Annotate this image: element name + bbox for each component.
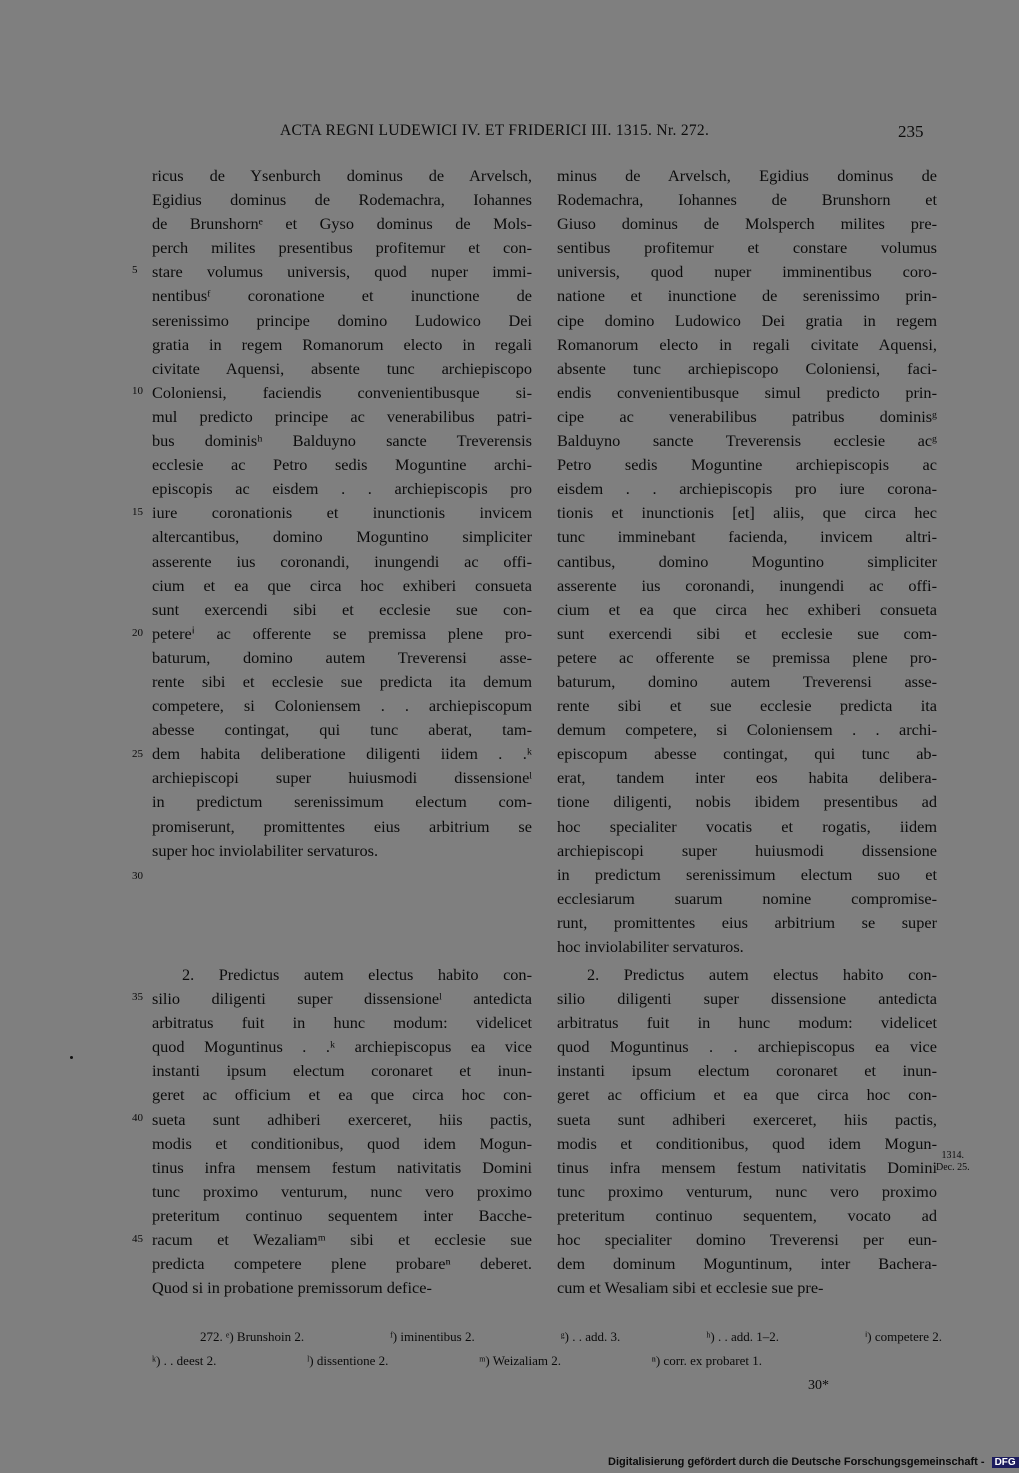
text-line: universis, quod nuper imminentibus coro- (557, 262, 937, 282)
text-line: gratia in regem Romanorum electo in regali (152, 334, 532, 354)
text-line: tinus infra mensem festum nativitatis Domini (557, 1157, 937, 1177)
text-line: geret ac officium et ea que circa hoc con- (557, 1085, 937, 1105)
text-line: sunt exercendi sibi et ecclesie sue con- (152, 599, 532, 619)
line-number: 5 (132, 264, 138, 276)
text-line: tinus infra mensem festum nativitatis Domini (152, 1157, 532, 1177)
text-line: iure coronationis et inunctionis invicem (152, 503, 532, 523)
line-number: 30 (132, 870, 143, 882)
digitization-credit (608, 1456, 1019, 1468)
running-head: ACTA REGNI LUDEWICI IV. ET FRIDERICI III. 1315. Nr. 272. (280, 122, 710, 139)
left-column-section-1 (152, 164, 532, 863)
footnote: ᵏ) . . deest 2. (152, 1353, 217, 1368)
footnote: 272. ᵉ) Brunshoin 2. (200, 1329, 305, 1344)
text-line: Romanorum electo in regali civitate Aquensi, (557, 334, 937, 354)
text-line: serenissimo principe domino Ludowico Dei (152, 310, 532, 330)
text-line: racum et Wezaliamᵐ sibi et ecclesie sue (152, 1230, 532, 1250)
text-line: instanti ipsum electum coronaret et inun- (557, 1061, 937, 1081)
text-line: silio diligenti super dissensione antedicta (557, 989, 937, 1009)
text-line: in predictum serenissimum electum suo et (557, 864, 937, 884)
text-line: preteritum continuo sequentem, vocato ad (557, 1205, 937, 1225)
text-line: civitate Aquensi, absente tunc archiepiscopo (152, 358, 532, 378)
text-line: tunc imminebant facienda, invicem altri- (557, 527, 937, 547)
text-line: eisdem . . archiepiscopis pro iure corona- (557, 479, 937, 499)
text-line: runt, promittentes eius arbitrium se super (557, 912, 937, 932)
text-line: tionis et inunctionis [et] aliis, que circa hec (557, 503, 937, 523)
text-line: hoc inviolabiliter servaturos. (557, 937, 744, 956)
text-line: perch milites presentibus profitemur et con- (152, 238, 532, 258)
text-line: endis convenientibusque simul predicto prin- (557, 382, 937, 402)
text-line: petere ac offerente se premissa plene pro- (557, 647, 937, 667)
text-line: abesse contingat, qui tunc aberat, tam- (152, 720, 532, 740)
text-line: Quod si in probatione premissorum defice- (152, 1278, 432, 1298)
line-number: 45 (132, 1233, 143, 1245)
footnote: ⁱ) competere 2. (864, 1329, 942, 1344)
text-line: de Brunshornᵉ et Gyso dominus de Mols- (152, 214, 532, 234)
line-number: 35 (132, 991, 143, 1003)
text-line: cipe domino Ludowico Dei gratia in regem (557, 310, 937, 330)
text-line: cantibus, domino Moguntino simpliciter (557, 551, 937, 571)
text-line: demum competere, si Coloniensem . . archi- (557, 720, 937, 740)
margin-date-year: 1314. (941, 1150, 965, 1161)
text-line: super hoc inviolabiliter servaturos. (152, 840, 379, 860)
line-number: 20 (132, 627, 143, 639)
text-line: Coloniensi, faciendis convenientibusque si- (152, 382, 532, 402)
text-line: preteritum continuo sequentem inter Bacche- (152, 1205, 532, 1225)
text-line: sunt exercendi sibi et ecclesie sue com- (557, 623, 937, 643)
text-line: baturum, domino autem Treverensi asse- (152, 647, 532, 667)
text-line: rente sibi et ecclesie sue predicta ita demum (152, 671, 532, 691)
text-line: quod Moguntinus . .ᵏ archiepiscopus ea vice (152, 1037, 532, 1057)
text-line: sueta sunt adhiberi exerceret, hiis pactis, (152, 1109, 532, 1129)
footnote: ᵍ) . . add. 3. (560, 1329, 621, 1344)
footnote: ᵐ) Weizaliam 2. (479, 1353, 562, 1368)
text-line: in predictum serenissimum electum com- (152, 792, 532, 812)
credit-text: Digitalisierung gefördert durch die Deutsche Forschungsgemeinschaft - (608, 1456, 985, 1468)
text-line: sentibus profitemur et constare volumus (557, 238, 937, 258)
margin-date-note (936, 1150, 970, 1174)
sheet-signature: 30* (808, 1378, 829, 1393)
text-line: geret ac officium et ea que circa hoc con- (152, 1085, 532, 1105)
line-number: 40 (132, 1112, 143, 1124)
text-line: ricus de Ysenburch dominus de Arvelsch, (152, 166, 532, 185)
text-line: natione et inunctione de serenissimo prin- (557, 286, 937, 306)
page-number: 235 (898, 122, 924, 141)
footnote: ʰ) . . add. 1–2. (706, 1329, 779, 1344)
text-line: Balduyno sancte Treverensis ecclesie acᵍ (557, 431, 937, 451)
text-line: cium et ea que circa hec exhiberi consueta (557, 599, 937, 619)
text-line: cium et ea que circa hoc exhiberi consueta (152, 575, 532, 595)
text-line: tunc proximo venturum, nunc vero proximo (152, 1181, 532, 1201)
text-line: Rodemachra, Iohannes de Brunshorn et (557, 190, 937, 210)
text-line: Petro sedis Moguntine archiepiscopis ac (557, 455, 937, 475)
text-line: asserente ius coronandi, inungendi ac offi- (152, 551, 532, 571)
line-number: 10 (132, 385, 143, 397)
footnote-row (152, 1325, 942, 1349)
text-line: 2. Predictus autem electus habito con- (587, 965, 937, 984)
footnotes (152, 1325, 942, 1373)
text-line: modis et conditionibus, quod idem Mogun- (152, 1133, 532, 1153)
right-column-section-1 (557, 164, 937, 959)
text-line: arbitratus fuit in hunc modum: videlicet (557, 1013, 937, 1033)
text-line: promiserunt, promittentes eius arbitrium se (152, 816, 532, 836)
text-line: cipe ac venerabilibus patribus dominisᵍ (557, 406, 937, 426)
text-line: competere, si Coloniensem . . archiepiscopum (152, 696, 532, 716)
dfg-logo: DFG (992, 1457, 1019, 1468)
text-line: erat, tandem inter eos habita delibera- (557, 768, 937, 788)
text-line: Egidius dominus de Rodemachra, Iohannes (152, 190, 532, 210)
text-line: arbitratus fuit in hunc modum: videlicet (152, 1013, 532, 1033)
footnote: ⁿ) corr. ex probaret 1. (651, 1353, 762, 1368)
text-line: ecclesie ac Petro sedis Moguntine archi- (152, 455, 532, 475)
text-line: cum et Wesaliam sibi et ecclesie sue pre- (557, 1278, 824, 1298)
right-column-section-2 (557, 963, 937, 1300)
footnote: ˡ) dissentione 2. (307, 1353, 389, 1368)
text-line: stare volumus universis, quod nuper immi- (152, 262, 532, 282)
text-line: bus dominisʰ Balduyno sancte Treverensis (152, 431, 532, 451)
speck-mark (70, 1056, 73, 1059)
text-line: tunc proximo venturum, nunc vero proximo (557, 1181, 937, 1201)
text-line: modis et conditionibus, quod idem Mogun- (557, 1133, 937, 1153)
line-number: 25 (132, 748, 143, 760)
text-line: petereⁱ ac offerente se premissa plene pro- (152, 623, 532, 643)
text-line: archiepiscopi super huiusmodi dissensione (557, 840, 937, 860)
line-number: 15 (132, 506, 143, 518)
text-line: altercantibus, domino Moguntino simpliciter (152, 527, 532, 547)
text-line: silio diligenti super dissensioneˡ antedicta (152, 989, 532, 1009)
text-line: archiepiscopi super huiusmodi dissensioneˡ (152, 768, 532, 788)
text-line: quod Moguntinus . . archiepiscopus ea vice (557, 1037, 937, 1057)
text-line: dem habita deliberatione diligenti iidem . .ᵏ (152, 744, 532, 764)
text-line: hoc specialiter vocatis et rogatis, iidem (557, 816, 937, 836)
text-line: hoc specialiter domino Treverensi per eun- (557, 1230, 937, 1250)
footnote: ᶠ) iminentibus 2. (390, 1329, 475, 1344)
text-line: predicta competere plene probareⁿ deberet. (152, 1254, 532, 1274)
text-line: sueta sunt adhiberi exerceret, hiis pactis, (557, 1109, 937, 1129)
text-line: baturum, domino autem Treverensi asse- (557, 671, 937, 691)
text-line: rente sibi et sue ecclesie predicta ita (557, 696, 937, 716)
text-line: minus de Arvelsch, Egidius dominus de (557, 166, 937, 185)
text-line: dem dominum Moguntinum, inter Bachera- (557, 1254, 937, 1274)
text-line: 2. Predictus autem electus habito con- (182, 965, 532, 984)
margin-date-day: Dec. 25. (936, 1162, 970, 1173)
text-line: tione diligenti, nobis ibidem presentibus ad (557, 792, 937, 812)
text-line: nentibusᶠ coronatione et inunctione de (152, 286, 532, 306)
footnote-row (152, 1349, 762, 1373)
text-line: episcopum abesse contingat, qui tunc ab- (557, 744, 937, 764)
text-line: Giuso dominus de Molsperch milites pre- (557, 214, 937, 234)
left-column-section-2 (152, 963, 532, 1300)
text-line: mul predicto principe ac venerabilibus patri- (152, 406, 532, 426)
text-line: episcopis ac eisdem . . archiepiscopis pro (152, 479, 532, 499)
text-line: ecclesiarum suarum nomine compromise- (557, 888, 937, 908)
text-line: asserente ius coronandi, inungendi ac offi- (557, 575, 937, 595)
text-line: instanti ipsum electum coronaret et inun- (152, 1061, 532, 1081)
text-line: absente tunc archiepiscopo Coloniensi, faci- (557, 358, 937, 378)
